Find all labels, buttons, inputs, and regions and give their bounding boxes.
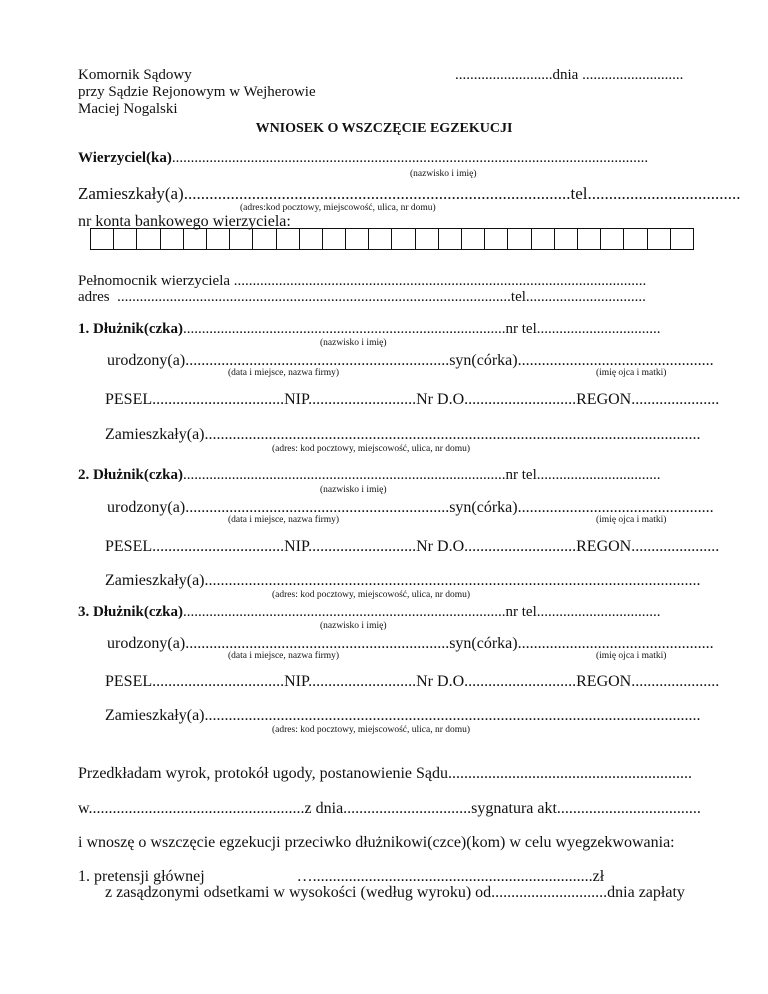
account-digit-cell[interactable] — [253, 229, 276, 249]
debtor-1-parents-hint: (imię ojca i matki) — [596, 368, 667, 378]
account-digit-cell[interactable] — [392, 229, 415, 249]
account-digit-cell[interactable] — [207, 229, 230, 249]
account-digit-cell[interactable] — [508, 229, 531, 249]
bailiff-office-line-2: przy Sądzie Rejonowym w Wejherowie — [78, 84, 316, 100]
account-digit-cell[interactable] — [300, 229, 323, 249]
account-digit-cell[interactable] — [532, 229, 555, 249]
account-digit-cell[interactable] — [439, 229, 462, 249]
debtor-3-birth-field[interactable]: urodzony(a)..................................................................syn(córka)................................................. — [107, 635, 714, 652]
debtor-1-id-field[interactable]: PESEL.................................NIP...........................Nr D.O............................REGON...................... — [105, 391, 720, 408]
debtor-3-id-field[interactable]: PESEL.................................NIP...........................Nr D.O............................REGON...................... — [105, 673, 720, 690]
debtor-3-label: Dłużnik(czka) — [93, 604, 183, 620]
account-digit-cell[interactable] — [277, 229, 300, 249]
debtor-1-address-hint: (adres: kod pocztowy, miejscowość, ulica, nr domu) — [272, 444, 471, 454]
debtor-1-number: 1. — [78, 321, 90, 337]
debtor-2-name-dots: ......................................................................................nr tel................................. — [183, 467, 661, 483]
main-claim-field[interactable]: 1. pretensji głównej …......................................................................zł — [78, 868, 605, 885]
debtor-1-label: Dłużnik(czka) — [93, 321, 183, 337]
account-digit-cell[interactable] — [323, 229, 346, 249]
account-digit-cell[interactable] — [346, 229, 369, 249]
debtor-2-address-field[interactable]: Zamieszkały(a)............................................................................................................................ — [105, 572, 701, 589]
account-digit-cell[interactable] — [114, 229, 137, 249]
attorney-address-field[interactable]: adres .........................................................................................................tel................................ — [78, 289, 646, 305]
account-digit-cell[interactable] — [624, 229, 647, 249]
debtor-3-address-hint: (adres: kod pocztowy, miejscowość, ulica, nr domu) — [272, 725, 471, 735]
account-digit-cell[interactable] — [555, 229, 578, 249]
account-digit-cell[interactable] — [485, 229, 508, 249]
debtor-2-label: Dłużnik(czka) — [93, 467, 183, 483]
creditor-name-dots: ............................................................................................................................... — [171, 150, 649, 166]
case-reference-field[interactable]: w......................................................z dnia................................sygnatura akt.................................... — [78, 800, 701, 817]
account-digit-cell[interactable] — [137, 229, 160, 249]
judgment-field[interactable]: Przedkładam wyrok, protokół ugody, postanowienie Sądu............................................................. — [78, 765, 693, 782]
debtor-1-name-dots: ......................................................................................nr tel................................. — [183, 321, 661, 337]
creditor-name-hint: (nazwisko i imię) — [410, 169, 477, 179]
account-digit-cell[interactable] — [184, 229, 207, 249]
creditor-address-field[interactable]: Zamieszkały(a)...........................................................................................tel.................................... — [78, 184, 741, 203]
debtor-2-name-field[interactable] — [78, 468, 661, 483]
request-statement: i wnoszę o wszczęcie egzekucji przeciwko dłużnikowi(czce)(kom) w celu wyegzekwowania: — [78, 834, 675, 851]
account-label: nr konta bankowego wierzyciela: — [78, 213, 291, 230]
debtor-2-parents-hint: (imię ojca i matki) — [596, 515, 667, 525]
debtor-3-address-field[interactable]: Zamieszkały(a)............................................................................................................................ — [105, 707, 701, 724]
debtor-2-birth-hint: (data i miejsce, nazwa firmy) — [228, 515, 340, 525]
document-title: WNIOSEK O WSZCZĘCIE EGZEKUCJI — [255, 121, 513, 136]
date-field[interactable]: ..........................dnia ........................... — [455, 67, 684, 83]
debtor-2-name-hint: (nazwisko i imię) — [320, 485, 387, 495]
debtor-2-id-field[interactable]: PESEL.................................NIP...........................Nr D.O............................REGON...................... — [105, 538, 720, 555]
bank-account-grid[interactable] — [90, 228, 694, 250]
debtor-1-birth-hint: (data i miejsce, nazwa firmy) — [228, 368, 340, 378]
debtor-1-name-field[interactable] — [78, 322, 661, 337]
account-digit-cell[interactable] — [462, 229, 485, 249]
account-digit-cell[interactable] — [161, 229, 184, 249]
creditor-label: Wierzyciel(ka) — [78, 150, 172, 166]
debtor-2-address-hint: (adres: kod pocztowy, miejscowość, ulica, nr domu) — [272, 590, 471, 600]
account-digit-cell[interactable] — [230, 229, 253, 249]
account-digit-cell[interactable] — [578, 229, 601, 249]
account-digit-cell[interactable] — [91, 229, 114, 249]
debtor-3-name-hint: (nazwisko i imię) — [320, 621, 387, 631]
interest-field[interactable]: z zasądzonymi odsetkami w wysokości (według wyroku) od.............................dnia zapłaty — [105, 884, 685, 901]
debtor-3-name-dots: ......................................................................................nr tel................................. — [183, 604, 661, 620]
bailiff-name: Maciej Nogalski — [78, 101, 178, 117]
account-digit-cell[interactable] — [416, 229, 439, 249]
account-digit-cell[interactable] — [671, 229, 693, 249]
debtor-3-parents-hint: (imię ojca i matki) — [596, 651, 667, 661]
debtor-3-number: 3. — [78, 604, 90, 620]
account-digit-cell[interactable] — [369, 229, 392, 249]
bailiff-office-line-1: Komornik Sądowy — [78, 67, 192, 83]
debtor-2-birth-field[interactable]: urodzony(a)..................................................................syn(córka)................................................. — [107, 499, 714, 516]
debtor-3-birth-hint: (data i miejsce, nazwa firmy) — [228, 651, 340, 661]
creditor-name-field[interactable] — [78, 151, 648, 166]
account-digit-cell[interactable] — [648, 229, 671, 249]
creditor-address-hint: (adres:kod pocztowy, miejscowość, ulica, nr domu) — [240, 203, 436, 213]
debtor-3-name-field[interactable] — [78, 605, 661, 620]
attorney-field[interactable]: Pełnomocnik wierzyciela .............................................................................................................. — [78, 273, 647, 289]
debtor-1-address-field[interactable]: Zamieszkały(a)............................................................................................................................ — [105, 426, 701, 443]
debtor-2-number: 2. — [78, 467, 90, 483]
debtor-1-birth-field[interactable]: urodzony(a)..................................................................syn(córka)................................................. — [107, 352, 714, 369]
account-digit-cell[interactable] — [601, 229, 624, 249]
debtor-1-name-hint: (nazwisko i imię) — [320, 338, 387, 348]
